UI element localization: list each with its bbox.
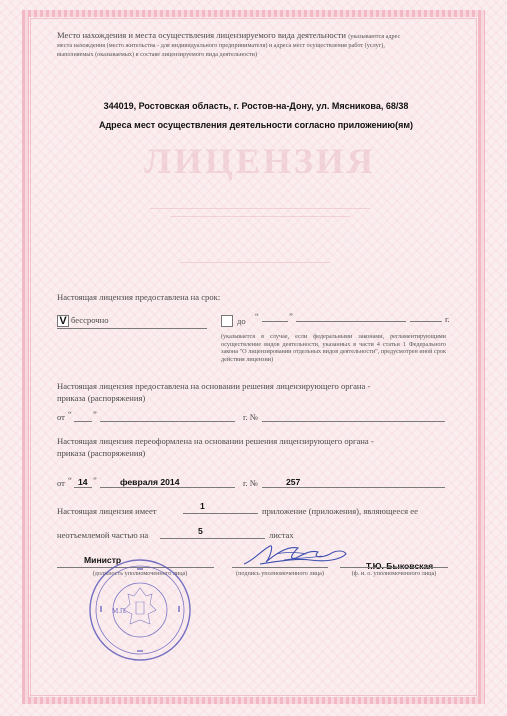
annex-text-3: неотъемлемой частью на [57, 530, 149, 540]
until-year-underline [410, 321, 442, 322]
annex-pages: 5 [198, 526, 203, 536]
until-checkbox[interactable] [221, 315, 233, 327]
until-quote-close: ” [289, 311, 293, 321]
annex-text-4: листах [269, 530, 294, 540]
reissue-month: февраля 2014 [120, 477, 180, 487]
basis-month-underline [100, 421, 235, 422]
signer-position: Министр [84, 555, 122, 565]
signature-caption: (подпись уполномоченного лица) [236, 570, 324, 577]
header-line-3: выполняемых (оказываемых) в составе лицензируемого вида деятельности) [57, 51, 258, 58]
handwritten-signature [240, 540, 350, 570]
indefinite-checkbox[interactable]: V [57, 315, 69, 327]
until-day-underline [262, 321, 288, 322]
annex-text-1: Настоящая лицензия имеет [57, 506, 157, 516]
until-year-suffix: г. [445, 314, 450, 324]
annex-pages-underline [160, 538, 265, 539]
signer-name: Т.Ю. Быковская [366, 561, 434, 571]
reissue-from: от [57, 478, 65, 488]
basis-quote-open: “ [68, 409, 72, 419]
basis-text-1: Настоящая лицензия предоставлена на основании решения лицензирующего органа - [57, 381, 371, 391]
header-line-2: места нахождения (место жительства - для индивидуального предпринимателя) и адреса мест осуществления работ (услуг), [57, 42, 385, 49]
reissue-text-2: приказа (распоряжения) [57, 448, 146, 458]
until-quote-open: “ [255, 311, 259, 321]
name-caption: (ф. и. о. уполномоченного лица) [351, 570, 437, 577]
official-seal-stamp [86, 556, 194, 664]
reissue-month-underline [100, 487, 235, 488]
watermark-line [180, 262, 330, 263]
until-month-underline [296, 321, 406, 322]
license-address: 344019, Ростовская область, г. Ростов-на-Дону, ул. Мясникова, 68/38 [103, 101, 409, 111]
indefinite-label: бессрочно [71, 315, 109, 325]
reissue-day: 14 [78, 477, 88, 487]
reissue-quote-close: ” [93, 475, 97, 485]
basis-from: от [57, 412, 65, 422]
reissue-day-underline [74, 487, 92, 488]
reissue-number: 257 [286, 477, 301, 487]
reissue-quote-open: “ [68, 475, 72, 485]
basis-quote-close: ” [93, 409, 97, 419]
annex-count: 1 [200, 501, 205, 511]
reissue-number-underline [262, 487, 445, 488]
basis-day-underline [74, 421, 92, 422]
basis-number-underline [262, 421, 445, 422]
signature-underline [232, 567, 328, 568]
background-watermark: ЛИЦЕНЗИЯ [144, 141, 376, 181]
term-note: (указывается в случае, если федеральными законами, регламентирующими осуществление видов деятельности, указанных в части 4 статьи 1 Федерального закона "О лицензировании отдельных видов деятельности", предусмотрен иной срок действия лицензии) [221, 333, 446, 363]
annex-text-2: приложение (приложения), являющееся ее [262, 506, 418, 516]
header-line-1: Место нахождения и места осуществления лицензируемого вида деятельности (указываются адрес [57, 30, 401, 40]
annex-count-underline [183, 513, 258, 514]
watermark-line [150, 208, 370, 209]
activity-address-note: Адреса мест осуществления деятельности согласно приложению(ям) [98, 120, 414, 130]
reissue-year-number: г. № [243, 478, 259, 488]
basis-text-2: приказа (распоряжения) [57, 393, 146, 403]
position-caption: (должность уполномоченного лица) [92, 570, 188, 577]
stamp-mp-label: М.П. [112, 607, 127, 615]
basis-year-number: г. № [243, 412, 259, 422]
term-label: Настоящая лицензия предоставлена на срок: [57, 292, 221, 302]
indefinite-underline [57, 328, 207, 329]
name-underline [340, 567, 448, 568]
watermark-line [170, 216, 350, 217]
reissue-text-1: Настоящая лицензия переоформлена на основании решения лицензирующего органа - [57, 436, 374, 446]
until-label: до [237, 316, 246, 326]
